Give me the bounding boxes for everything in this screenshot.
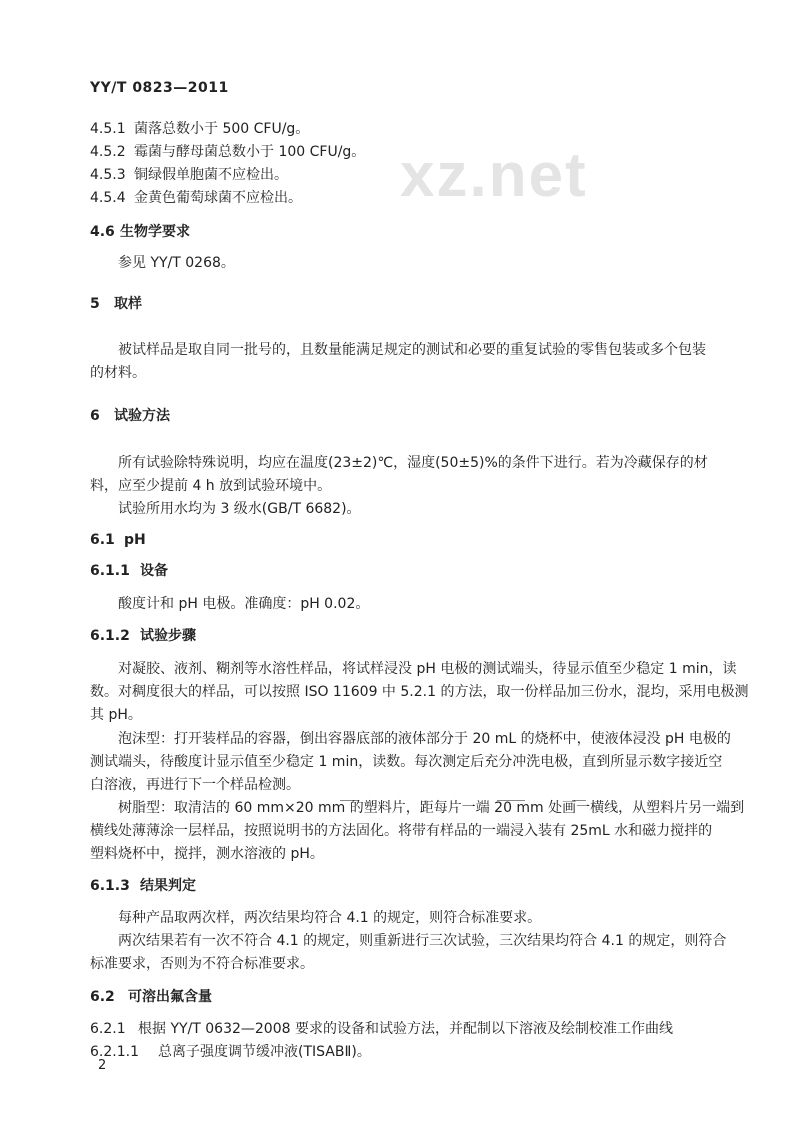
heading-number: 6.2 <box>90 989 115 1005</box>
heading-text: 生物学要求 <box>120 224 190 240</box>
heading-number: 6.1.2 <box>90 628 130 644</box>
clause-text: 金黄色葡萄球菌不应检出。 <box>134 190 302 206</box>
clause-4-5-3 <box>90 165 288 185</box>
clause-text: 铜绿假单胞菌不应检出。 <box>134 167 288 183</box>
heading-number: 6.1 <box>90 532 115 548</box>
heading-number: 5 <box>90 296 100 312</box>
heading-text: 设备 <box>140 563 168 579</box>
paragraph-line: 其 pH。 <box>90 707 142 723</box>
paragraph-line: 两次结果若有一次不符合 4.1 的规定，则重新进行三次试验，三次结果均符合 4.1 的规定，则符合 <box>118 933 727 949</box>
heading-6-1-3 <box>90 876 196 896</box>
paragraph: 酸度计和 pH 电极。准确度：pH 0.02。 <box>118 596 370 612</box>
heading-text: 试验方法 <box>114 408 170 424</box>
clause-text: 菌落总数小于 500 CFU/g。 <box>134 121 310 137</box>
clause-6-2-1 <box>90 1019 673 1039</box>
clause-4-5-2 <box>90 142 365 162</box>
heading-text: 可溶出氟含量 <box>128 989 212 1005</box>
clause-number: 6.2.1 <box>90 1021 126 1037</box>
clause-6-2-1-1 <box>90 1042 371 1062</box>
heading-6-1-1 <box>90 561 168 581</box>
paragraph: 参见 YY/T 0268。 <box>118 255 235 271</box>
paragraph-line: 标准要求，否则为不符合标准要求。 <box>90 956 314 972</box>
heading-text: 取样 <box>114 296 142 312</box>
heading-6-1 <box>90 530 146 550</box>
heading-text: 结果判定 <box>140 878 196 894</box>
paragraph-line: 塑料烧杯中，搅拌，测水溶液的 pH。 <box>90 846 324 862</box>
heading-number: 6.1.3 <box>90 878 130 894</box>
heading-number: 4.6 <box>90 224 115 240</box>
paragraph-line: 测试端头，待酸度计显示值至少稳定 1 min，读数。每次测定后充分冲洗电极，直到所显示数字接近空 <box>90 754 723 770</box>
clause-number: 4.5.1 <box>90 121 126 137</box>
paragraph-line: 被试样品是取自同一批号的，且数量能满足规定的测试和必要的重复试验的零售包装或多个包装 <box>118 342 706 358</box>
heading-text: 试验步骤 <box>140 628 196 644</box>
paragraph-line: 料，应至少提前 4 h 放到试验环境中。 <box>90 478 332 494</box>
clause-text: 霉菌与酵母菌总数小于 100 CFU/g。 <box>134 144 366 160</box>
heading-6 <box>90 406 170 426</box>
watermark: xz.net <box>400 141 588 210</box>
paragraph-line: 的材料。 <box>90 365 146 381</box>
clause-4-5-4 <box>90 188 302 208</box>
heading-number: 6.1.1 <box>90 563 130 579</box>
clause-number: 6.2.1.1 <box>90 1044 139 1060</box>
standard-header: YY/T 0823—2011 <box>90 80 229 96</box>
heading-6-2 <box>90 987 212 1007</box>
paragraph-line: 横线处薄薄涂一层样品，按照说明书的方法固化。将带有样品的一端浸入装有 25mL 水和磁力搅拌的 <box>90 823 713 839</box>
paragraph-line: 白溶液，再进行下一个样品检测。 <box>90 777 300 793</box>
clause-4-5-1 <box>90 119 309 139</box>
page-number: 2 <box>98 1058 107 1073</box>
paragraph-line: 试验所用水均为 3 级水(GB/T 6682)。 <box>118 501 361 517</box>
clause-text: 根据 YY/T 0632—2008 要求的设备和试验方法，并配制以下溶液及绘制校准工作曲线 <box>138 1021 673 1037</box>
paragraph-line: 对凝胶、液剂、糊剂等水溶性样品，将试样浸没 pH 电极的测试端头，待显示值至少稳定 1 min，读 <box>118 661 737 677</box>
paragraph-line: 泡沫型：打开装样品的容器，倒出容器底部的液体部分于 20 mL 的烧杯中，使液体浸没 pH 电极的 <box>118 731 731 747</box>
paragraph-line: 每种产品取两次样，两次结果均符合 4.1 的规定，则符合标准要求。 <box>118 910 542 926</box>
clause-number: 4.5.4 <box>90 190 126 206</box>
heading-6-1-2 <box>90 626 196 646</box>
paragraph-line: 数。对稠度很大的样品，可以按照 ISO 11609 中 5.2.1 的方法，取一份样品加三份水，混均，采用电极测 <box>90 684 749 700</box>
clause-text: 总离子强度调节缓冲液(TISABⅡ)。 <box>158 1044 371 1060</box>
heading-text: pH <box>124 532 146 548</box>
paragraph-line: 所有试验除特殊说明，均应在温度(23±2)℃，湿度(50±5)%的条件下进行。若为冷藏保存的材 <box>118 455 708 471</box>
heading-5 <box>90 294 142 314</box>
heading-4-6 <box>90 222 190 242</box>
paragraph-line: 树脂型：取清洁的 60 mm×20 mm 的塑料片，距每片一端 20 mm 处画一横线，从塑料片另一端到 <box>118 800 745 816</box>
clause-number: 4.5.3 <box>90 167 126 183</box>
heading-number: 6 <box>90 408 100 424</box>
clause-number: 4.5.2 <box>90 144 126 160</box>
